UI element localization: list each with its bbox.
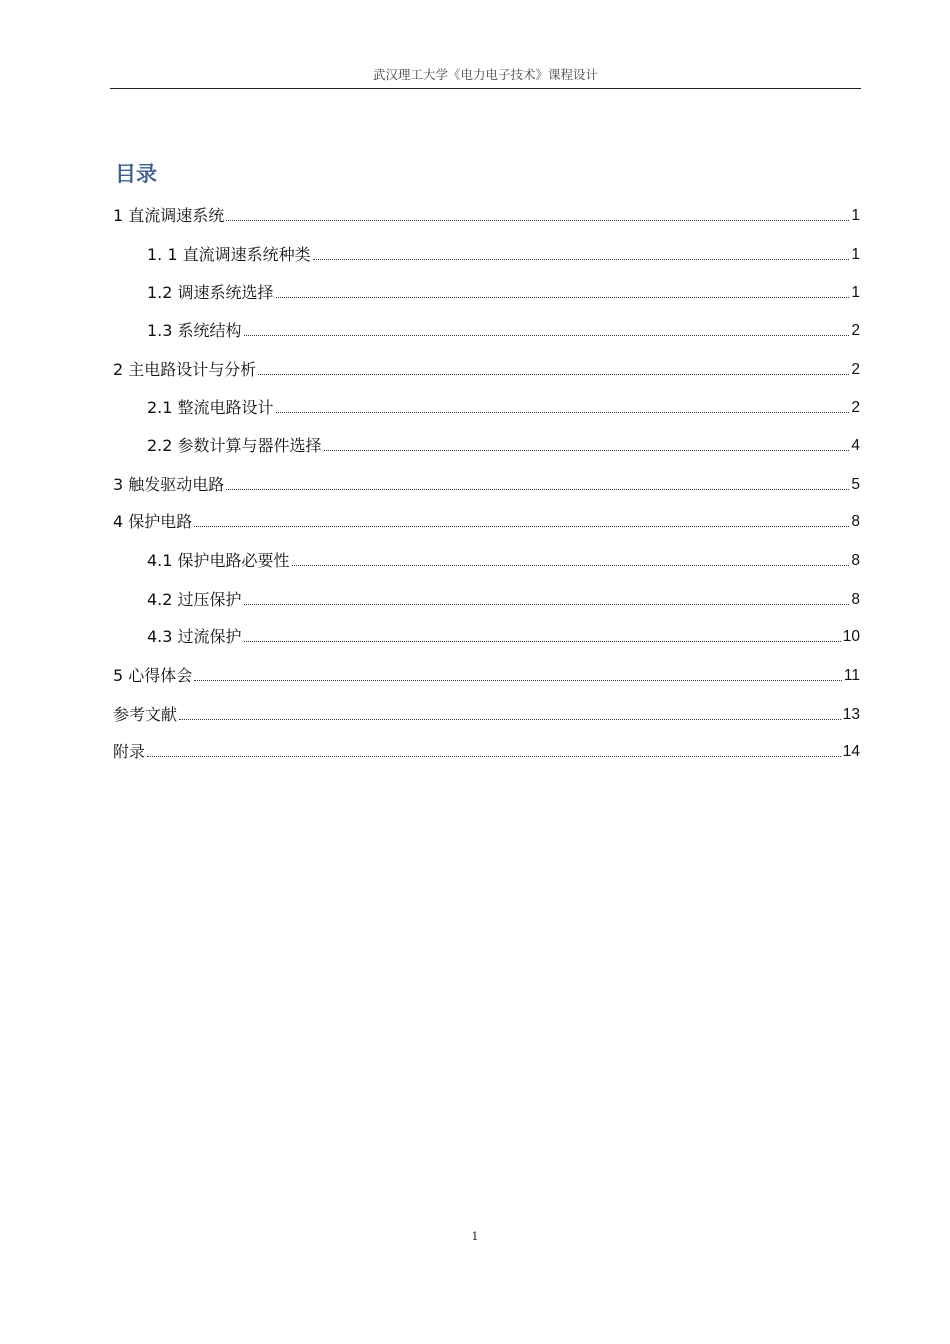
toc-entry-page: 2 [851,322,860,339]
toc-entry-label: 4.2 过压保护 [147,590,242,609]
toc-entry-page: 2 [851,399,860,416]
dot-leader [276,296,850,298]
toc-entry-page: 8 [851,552,860,569]
toc-entry-page: 10 [842,628,860,645]
toc-entry-2[interactable] [113,356,860,380]
dot-leader [226,488,849,490]
dot-leader [194,679,842,681]
toc-entry-appendix[interactable] [113,738,860,762]
dot-leader [179,718,841,720]
toc-entry-page: 1 [851,284,860,301]
toc-entry-page: 1 [851,207,860,224]
dot-leader [244,603,850,605]
toc-entry-4-2[interactable] [147,586,860,610]
toc-entry-page: 5 [851,476,860,493]
dot-leader [194,525,849,527]
toc-entry-label: 1. 1 直流调速系统种类 [147,245,311,264]
toc-entry-1-1[interactable] [147,241,860,265]
toc-entry-4-1[interactable] [147,547,860,571]
toc-entry-2-2[interactable] [147,432,860,456]
toc-entry-2-1[interactable] [147,394,860,418]
toc-entry-1-3[interactable] [147,317,860,341]
toc-entry-label: 附录 [113,742,146,761]
toc-entry-label: 4 保护电路 [113,512,193,531]
toc-title: 目录 [115,162,157,186]
toc-entry-page: 2 [851,361,860,378]
toc-entry-1-2[interactable] [147,279,860,303]
dot-leader [276,411,850,413]
dot-leader [147,755,841,757]
page-header [110,66,861,89]
toc-entry-label: 参考文献 [113,705,178,724]
dot-leader [258,373,849,375]
page-number: 1 [471,1230,479,1243]
toc-entry-label: 3 触发驱动电路 [113,475,225,494]
toc-entry-label: 4.3 过流保护 [147,627,242,646]
dot-leader [244,640,841,642]
toc-entry-page: 8 [851,591,860,608]
dot-leader [226,219,849,221]
toc-entry-page: 8 [851,513,860,530]
toc-entry-page: 11 [843,667,860,684]
dot-leader [313,258,850,260]
page-footer [0,1230,950,1243]
dot-leader [324,449,850,451]
toc-entry-label: 2.1 整流电路设计 [147,398,274,417]
toc-entry-label: 1.3 系统结构 [147,321,242,340]
toc-entry-references[interactable] [113,701,860,725]
toc-entry-1[interactable] [113,202,860,226]
toc-entry-page: 1 [851,246,860,263]
toc-entry-label: 2.2 参数计算与器件选择 [147,436,322,455]
toc-entry-page: 4 [851,437,860,454]
toc-entry-4-3[interactable] [147,623,860,647]
toc-entry-page: 13 [842,706,860,723]
toc-entry-5[interactable] [113,662,860,686]
toc-entry-label: 1.2 调速系统选择 [147,283,274,302]
toc-entry-page: 14 [842,743,860,760]
toc-entry-4[interactable] [113,508,860,532]
dot-leader [292,564,850,566]
toc-entry-label: 1 直流调速系统 [113,206,225,225]
toc-entry-3[interactable] [113,471,860,495]
toc-entry-label: 4.1 保护电路必要性 [147,551,290,570]
dot-leader [244,334,850,336]
toc-entry-label: 2 主电路设计与分析 [113,360,257,379]
toc-entry-label: 5 心得体会 [113,666,193,685]
header-title: 武汉理工大学《电力电子技术》课程设计 [372,67,598,82]
